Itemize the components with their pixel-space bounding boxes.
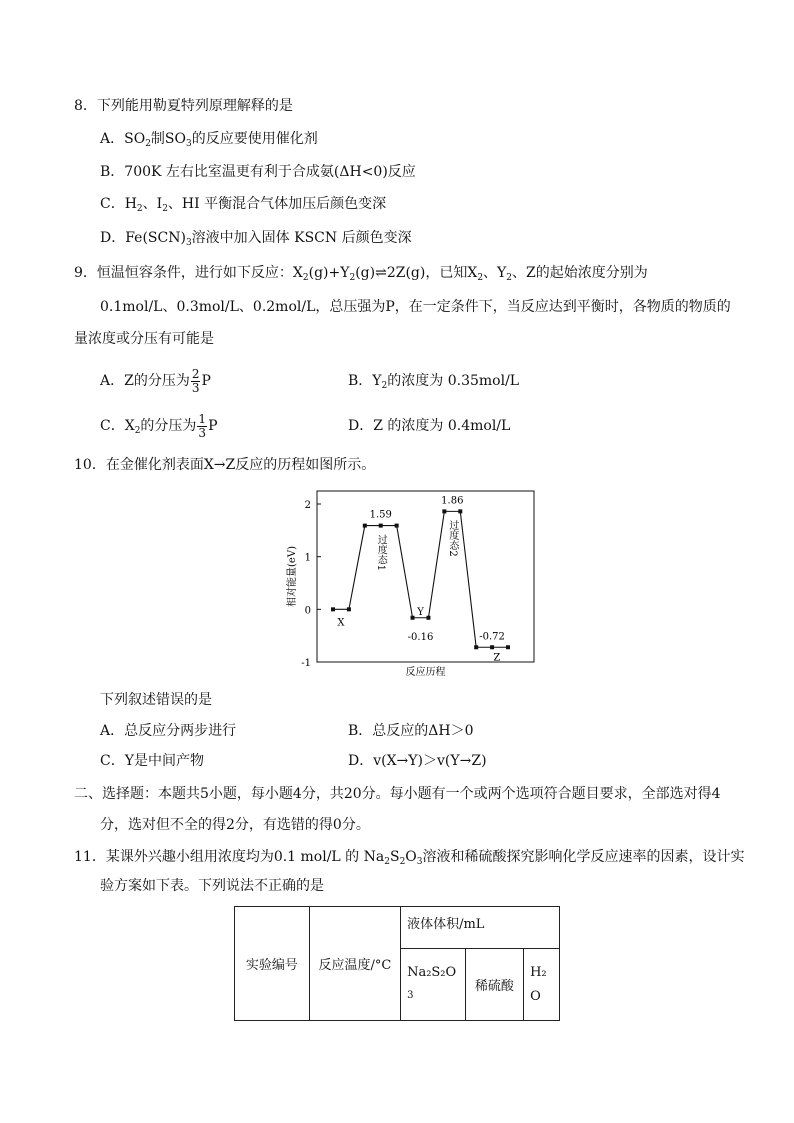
q9-option-d[interactable]: D．Z 的浓度为 0.4mol/L bbox=[348, 418, 511, 434]
data-point-6 bbox=[426, 616, 430, 620]
q8-option-a[interactable]: A．$SO_2$制$SO_3$的反应要使用催化剂 bbox=[100, 131, 318, 149]
table-header-temperature: 反应温度/°C bbox=[309, 907, 400, 1021]
data-point-7 bbox=[442, 509, 446, 513]
y-tick-label-2: 2 bbox=[304, 500, 311, 511]
q10-option-b[interactable]: B．总反应的ΔH＞0 bbox=[348, 723, 474, 739]
value-label-1-59: 1.59 bbox=[369, 509, 392, 521]
transition-state-2-label: 过度态2 bbox=[446, 520, 458, 557]
data-point-10 bbox=[490, 645, 494, 649]
section2-heading-line2: 分，选对但不全的得2分，有选错的得0分。 bbox=[100, 817, 370, 833]
value-label-1-86: 1.86 bbox=[441, 495, 464, 507]
q9-option-a[interactable]: A．Z的分压为 $\frac{2}{3}$ P bbox=[100, 366, 211, 395]
species-label-y: Y bbox=[417, 606, 424, 618]
species-label-x: X bbox=[337, 617, 345, 629]
table-header-experiment-id: 实验编号 bbox=[235, 907, 310, 1021]
q8-option-c[interactable]: C．$H_2$、$I_2$、HI 平衡混合气体加压后颜色变深 bbox=[100, 196, 387, 214]
experiment-table bbox=[234, 906, 560, 1021]
y-tick-label--1: -1 bbox=[301, 658, 311, 669]
q9-option-c[interactable]: C．$X_2$的分压为 $\frac{1}{3}$ P bbox=[100, 411, 218, 440]
data-point-4 bbox=[395, 524, 399, 528]
data-point-2 bbox=[363, 524, 367, 528]
q8-option-d[interactable]: D．$Fe(SCN)_3$溶液中加入固体 KSCN 后颜色变深 bbox=[100, 230, 412, 248]
value-label-neg-0-72: -0.72 bbox=[479, 631, 505, 643]
data-point-1 bbox=[347, 607, 351, 611]
q8-stem: 8．下列能用勒夏特列原理解释的是 bbox=[74, 98, 293, 114]
data-point-5 bbox=[411, 616, 415, 620]
q11-stem-line2: 验方案如下表。下列说法不正确的是 bbox=[100, 878, 324, 894]
energy-line bbox=[333, 511, 508, 647]
q10-option-d[interactable]: D．v(X→Y)＞v(Y→Z) bbox=[348, 753, 487, 769]
x-axis-label: 反应历程 bbox=[405, 667, 446, 678]
data-point-8 bbox=[458, 509, 462, 513]
y-tick-label-0: 0 bbox=[304, 605, 311, 617]
q10-prompt: 下列叙述错误的是 bbox=[100, 692, 212, 708]
data-point-3 bbox=[379, 524, 383, 528]
data-point-11 bbox=[506, 645, 510, 649]
q9-option-b[interactable]: B．$Y_2$的浓度为 0.35mol/L bbox=[348, 373, 520, 391]
transition-state-1-label: 过度态1 bbox=[375, 534, 387, 571]
species-label-z: Z bbox=[493, 652, 501, 664]
table-header-dilute-sulfuric-acid: 稀硫酸 bbox=[465, 949, 523, 1021]
y-tick-label-1: 1 bbox=[304, 552, 311, 564]
q10-stem: 10．在金催化剂表面X→Z反应的历程如图所示。 bbox=[74, 457, 376, 473]
q9-stem-line2: 0.1mol/L、0.3mol/L、0.2mol/L，总压强为P，在一定条件下，当反应达到平衡时，各物质的物质的 bbox=[100, 299, 731, 315]
q9-stem-line3: 量浓度或分压有可能是 bbox=[74, 331, 214, 347]
y-axis-label: 相对能量(eV) bbox=[287, 546, 298, 607]
value-label-neg-0-16: -0.16 bbox=[407, 631, 434, 643]
q10-option-a[interactable]: A．总反应分两步进行 bbox=[100, 723, 237, 739]
data-point-0 bbox=[331, 607, 335, 611]
table-header-na2s2o3: Na₂S₂O 3 bbox=[401, 949, 466, 1021]
q9-stem-line1: 9．恒温恒容条件，进行如下反应：$X_2(g)+Y_2(g)\rightleftharpoons 2Z(g)$，已知$X_2$、$Y_2$、Z的起始浓度分别为 bbox=[74, 265, 648, 283]
energy-profile-chart bbox=[280, 488, 540, 683]
q11-stem-line1: 11．某课外兴趣小组用浓度均为0.1 mol/L 的 $Na_2S_2O_3$溶液和稀硫酸探究影响化学反应速率的因素，设计实 bbox=[74, 849, 745, 867]
table-header-liquid-volume: 液体体积/mL bbox=[401, 907, 560, 949]
table-header-water: H₂ O bbox=[524, 949, 560, 1021]
q8-option-b[interactable]: B．700K 左右比室温更有利于合成氨(ΔH<0)反应 bbox=[100, 164, 416, 180]
data-point-9 bbox=[474, 645, 478, 649]
q10-option-c[interactable]: C．Y是中间产物 bbox=[100, 753, 204, 769]
section2-heading-line1: 二、选择题：本题共5小题，每小题4分，共20分。每小题有一个或两个选项符合题目要求，全部选对得4 bbox=[74, 786, 721, 802]
